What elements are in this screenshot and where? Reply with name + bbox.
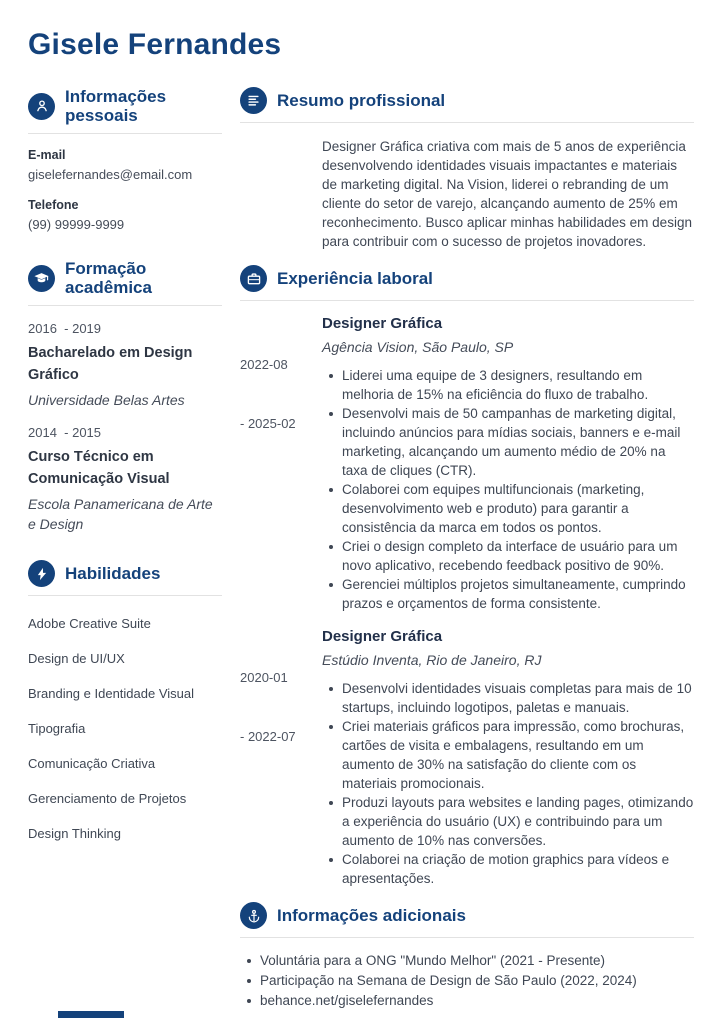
summary-section — [240, 87, 694, 251]
additional-info-item: Voluntária para a ONG "Mundo Melhor" (2021 - Presente) — [240, 951, 694, 971]
job-bullet: Desenvolvi mais de 50 campanhas de marketing digital, incluindo anúncios para mídias sociais, banners e e-mail marketing, alcançando um aumento médio de 20% na taxa de cliques (CTR). — [322, 404, 694, 480]
job-date-from: 2020-01 — [240, 670, 288, 686]
skills-section — [28, 560, 222, 841]
section-title: Habilidades — [65, 564, 161, 584]
section-title: Experiência laboral — [277, 268, 433, 288]
job-company: Agência Vision, São Paulo, SP — [322, 338, 514, 355]
section-title: Informações pessoais — [65, 87, 167, 126]
phone-label: Telefone — [28, 197, 79, 212]
education-header — [28, 259, 222, 297]
summary-header — [240, 87, 694, 114]
job-bullet: Colaborei com equipes multifuncionais (marketing, desenvolvimento web e produto) para garantir a consistência da marca em todos os pontos. — [322, 480, 694, 537]
user-icon — [28, 93, 55, 120]
email-label: E-mail — [28, 148, 66, 163]
additional-info-section — [240, 902, 694, 1011]
email-value: giselefernandes@email.com — [28, 167, 193, 183]
skill-item: Design de UI/UX — [28, 651, 125, 667]
job-dates — [240, 314, 322, 613]
graduation-cap-icon — [28, 265, 55, 292]
page-title: Gisele Fernandes — [28, 28, 282, 61]
phone-value: (99) 99999-9999 — [28, 216, 125, 232]
skill-item: Adobe Creative Suite — [28, 616, 151, 632]
education-dates: 2016 - 2019 — [28, 321, 102, 337]
education-entry — [28, 425, 222, 534]
section-title: Resumo profissional — [277, 90, 446, 110]
briefcase-icon — [240, 265, 267, 292]
additional-info-item: Participação na Semana de Design de São Paulo (2022, 2024) — [240, 971, 694, 991]
education-section — [28, 259, 222, 534]
section-divider — [28, 305, 222, 306]
anchor-icon — [240, 902, 267, 929]
section-divider — [240, 937, 694, 938]
job-date-to: - 2025-02 — [240, 415, 296, 431]
additional-info-header — [240, 902, 694, 929]
section-divider — [28, 595, 222, 596]
education-school: Universidade Belas Artes — [28, 391, 185, 408]
section-divider — [28, 133, 222, 134]
job-body — [322, 627, 694, 888]
next-page-edge-bar — [58, 1011, 124, 1018]
two-column-layout — [28, 87, 694, 1011]
lightning-bolt-icon — [28, 560, 55, 587]
skill-item: Design Thinking — [28, 826, 121, 842]
job-bullet-list — [322, 366, 694, 613]
job-dates — [240, 627, 322, 888]
main-column — [240, 87, 694, 1011]
education-degree: Curso Técnico em Comunicação Visual — [28, 449, 170, 487]
job-role: Designer Gráfica — [322, 628, 443, 646]
skill-item: Tipografia — [28, 721, 86, 737]
section-title: Formação acadêmica — [65, 259, 152, 298]
job-bullet: Criei materiais gráficos para impressão, como brochuras, cartões de visita e embalagens, resultando em um aumento de 30% na satisfação do cliente com os materiais promocionais. — [322, 717, 694, 793]
personal-info-header — [28, 87, 222, 125]
additional-info-item: behance.net/giselefernandes — [240, 991, 694, 1011]
education-school: Escola Panamericana de Arte e Design — [28, 495, 213, 532]
skills-header — [28, 560, 222, 587]
education-dates: 2014 - 2015 — [28, 425, 102, 441]
job-bullet: Gerenciei múltiplos projetos simultaneamente, cumprindo prazos e orçamentos de forma consistente. — [322, 575, 694, 613]
additional-info-list — [240, 951, 694, 1011]
job-entry — [240, 627, 694, 888]
job-bullet: Desenvolvi identidades visuais completas para mais de 10 startups, incluindo logotipos, paletas e manuais. — [322, 679, 694, 717]
education-entry — [28, 321, 222, 410]
experience-section — [240, 265, 694, 888]
sidebar — [28, 87, 222, 1011]
job-date-from: 2022-08 — [240, 357, 288, 372]
skill-item: Branding e Identidade Visual — [28, 686, 194, 702]
phone-field — [28, 198, 222, 234]
section-divider — [240, 300, 694, 301]
experience-header — [240, 265, 694, 292]
job-bullet: Produzi layouts para websites e landing pages, otimizando a experiência do usuário (UX) e contribuindo para um aumento de 10% nas conversões. — [322, 793, 694, 850]
skill-item: Gerenciamento de Projetos — [28, 791, 187, 807]
job-entry — [240, 314, 694, 613]
skill-item: Comunicação Criativa — [28, 756, 156, 772]
summary-text: Designer Gráfica criativa com mais de 5 anos de experiência desenvolvendo identidades visuais impactantes e materiais de marketing digital. Na Vision, liderei o rebranding de um cliente do setor de varejo, alcançando aumento de 25% em reconhecimento. Busco aplicar minhas habilidades em design para contribuir com o sucesso de projetos inovadores. — [322, 139, 692, 249]
job-bullet-list — [322, 679, 694, 888]
personal-info-section — [28, 87, 222, 233]
job-bullet: Liderei uma equipe de 3 designers, resultando em melhoria de 15% na eficiência do fluxo de trabalho. — [322, 366, 694, 404]
job-bullet: Colaborei na criação de motion graphics para vídeos e apresentações. — [322, 850, 694, 888]
job-body — [322, 314, 694, 613]
education-degree: Bacharelado em Design Gráfico — [28, 345, 193, 383]
section-title: Informações adicionais — [277, 906, 466, 926]
section-divider — [240, 122, 694, 123]
job-bullet: Criei o design completo da interface de usuário para um novo aplicativo, recebendo feedback positivo de 90%. — [322, 537, 694, 575]
job-role: Designer Gráfica — [322, 315, 443, 332]
job-date-to: - 2022-07 — [240, 728, 296, 744]
job-company: Estúdio Inventa, Rio de Janeiro, RJ — [322, 651, 542, 668]
summary-lines-icon — [240, 87, 267, 114]
email-field — [28, 148, 222, 184]
